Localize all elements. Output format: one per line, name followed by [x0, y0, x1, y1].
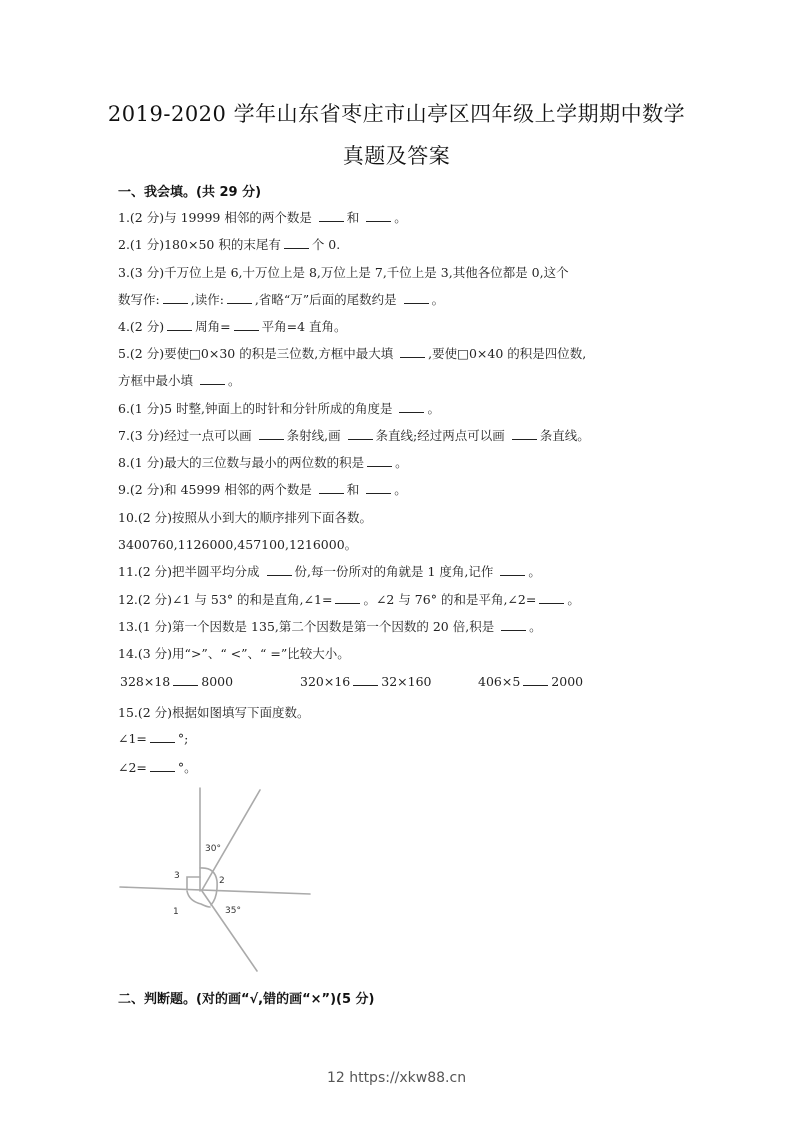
question-text: 1.(2 分)与 19999 相邻的两个数是	[118, 210, 316, 225]
question-text: 。	[395, 455, 408, 470]
question-text: 。	[529, 619, 542, 634]
question-text: 条射线,画	[286, 428, 345, 443]
answer-blank[interactable]	[501, 618, 526, 631]
comparison-left: 406×5	[478, 674, 521, 689]
label-30-degrees: 30°	[205, 844, 221, 854]
comparison-1	[120, 673, 233, 689]
answer-blank[interactable]	[366, 209, 391, 222]
question-text: 5.(2 分)要使□0×30 的积是三位数,方框中最大填	[118, 346, 398, 361]
question-text: °。	[177, 760, 197, 775]
question-text: 6.(1 分)5 时整,钟面上的时针和分针所成的角度是	[118, 401, 397, 416]
question-text: 份,每一份所对的角就是 1 度角,记作	[294, 564, 498, 579]
right-angle-marker	[187, 877, 200, 889]
answer-blank[interactable]	[539, 591, 564, 604]
comparison-right: 2000	[551, 674, 584, 689]
lower-right-ray	[202, 891, 257, 971]
question-text: 和	[346, 482, 364, 497]
answer-blank[interactable]	[348, 427, 373, 440]
answer-blank[interactable]	[234, 318, 259, 331]
question-text: ,省略“万”后面的尾数约是	[254, 292, 401, 307]
question-14: 14.(3 分)用“>”、“ <”、“ =”比较大小。	[118, 646, 350, 661]
question-2	[118, 235, 340, 253]
answer-blank[interactable]	[227, 291, 252, 304]
answer-blank[interactable]	[512, 427, 537, 440]
question-text: 方框中最小填	[118, 373, 197, 388]
question-text: °;	[177, 731, 189, 746]
answer-blank[interactable]	[353, 673, 378, 686]
answer-blank[interactable]	[259, 427, 284, 440]
answer-blank[interactable]	[335, 591, 360, 604]
answer-blank[interactable]	[167, 318, 192, 331]
question-text: 4.(2 分)	[118, 319, 165, 334]
comparison-left: 328×18	[120, 674, 171, 689]
question-5	[118, 344, 586, 362]
answer-blank[interactable]	[173, 673, 198, 686]
horizontal-line	[120, 887, 310, 894]
title-line-2: 真题及答案	[342, 144, 451, 168]
question-text: 。	[394, 210, 407, 225]
question-text: 平角=4 直角。	[261, 319, 347, 334]
question-text: 。∠2 与 76° 的和是平角,∠2=	[363, 592, 537, 607]
question-10-numbers: 3400760,1126000,457100,1216000。	[118, 537, 358, 552]
answer-blank[interactable]	[366, 481, 391, 494]
label-angle-1: 1	[173, 907, 179, 917]
answer-blank[interactable]	[399, 400, 424, 413]
page-footer: 12 https://xkw88.cn	[326, 1070, 467, 1086]
section-1-heading: 一、我会填。(共 29 分)	[118, 185, 262, 200]
answer-blank[interactable]	[200, 372, 225, 385]
question-text: 周角=	[195, 319, 231, 334]
answer-blank[interactable]	[523, 673, 548, 686]
comparison-right: 8000	[201, 674, 234, 689]
answer-blank[interactable]	[284, 236, 309, 249]
question-text: 条直线;经过两点可以画	[375, 428, 509, 443]
question-3-line-2	[118, 290, 444, 308]
question-text: 。	[431, 292, 445, 307]
question-text: 。	[427, 401, 440, 416]
question-13	[118, 617, 542, 635]
question-10: 10.(2 分)按照从小到大的顺序排列下面各数。	[118, 510, 373, 525]
comparison-2	[300, 673, 432, 689]
answer-blank[interactable]	[404, 291, 429, 304]
question-text: 9.(2 分)和 45999 相邻的两个数是	[118, 482, 316, 497]
question-text: 13.(1 分)第一个因数是 135,第二个因数是第一个因数的 20 倍,积是	[118, 619, 499, 634]
question-text: 。	[227, 373, 241, 388]
question-text: 7.(3 分)经过一点可以画	[118, 428, 256, 443]
question-text: 8.(1 分)最大的三位数与最小的两位数的积是	[118, 455, 365, 470]
question-text: 11.(2 分)把半圆平均分成	[118, 564, 264, 579]
question-4	[118, 317, 347, 335]
question-text: ,读作:	[190, 292, 224, 307]
question-text: 2.(1 分)180×50 积的末尾有	[118, 237, 281, 252]
question-9	[118, 480, 407, 498]
section-2-heading: 二、判断题。(对的画“√,错的画“×”)(5 分)	[118, 992, 375, 1007]
question-12	[118, 590, 580, 608]
question-text: 和	[346, 210, 364, 225]
answer-blank[interactable]	[367, 454, 392, 467]
answer-blank[interactable]	[163, 291, 188, 304]
question-text: 数写作:	[118, 292, 160, 307]
label-angle-2: 2	[219, 876, 225, 886]
question-1	[118, 208, 407, 226]
question-11	[118, 562, 541, 580]
question-text: 。	[567, 592, 580, 607]
question-text: 12.(2 分)∠1 与 53° 的和是直角,∠1=	[118, 592, 333, 607]
label-angle-3: 3	[174, 871, 180, 881]
question-3	[118, 263, 569, 281]
question-text: 。	[528, 564, 541, 579]
question-text: ∠1=	[118, 731, 147, 746]
answer-blank[interactable]	[150, 730, 175, 743]
answer-blank[interactable]	[400, 345, 425, 358]
angle-diagram-svg	[115, 783, 315, 978]
answer-blank[interactable]	[319, 209, 344, 222]
question-text: ,要使□0×40 的积是四位数,	[428, 346, 587, 361]
question-5-line-2	[118, 371, 241, 389]
question-8	[118, 453, 408, 471]
question-text: 。	[394, 482, 407, 497]
comparison-left: 320×16	[300, 674, 351, 689]
question-15-angle-2	[118, 758, 197, 776]
question-text: 个 0.	[311, 237, 341, 252]
comparison-right: 32×160	[381, 674, 432, 689]
question-15: 15.(2 分)根据如图填写下面度数。	[118, 705, 310, 720]
question-text: ∠2=	[118, 760, 147, 775]
answer-blank[interactable]	[267, 563, 292, 576]
angle-diagram	[115, 783, 315, 978]
question-text: 3.(3 分)千万位上是 6,十万位上是 8,万位上是 7,千位上是 3,其他各位都是 0,这个	[118, 265, 569, 280]
question-6	[118, 399, 440, 417]
label-35-degrees: 35°	[225, 906, 241, 916]
answer-blank[interactable]	[500, 563, 525, 576]
question-text: 条直线。	[539, 428, 590, 443]
answer-blank[interactable]	[319, 481, 344, 494]
question-7	[118, 426, 590, 444]
answer-blank[interactable]	[150, 759, 175, 772]
question-15-angle-1	[118, 730, 188, 746]
upper-right-ray	[202, 790, 260, 890]
title-line-1: 2019-2020 学年山东省枣庄市山亭区四年级上学期期中数学	[107, 102, 686, 126]
comparison-3	[478, 673, 583, 689]
